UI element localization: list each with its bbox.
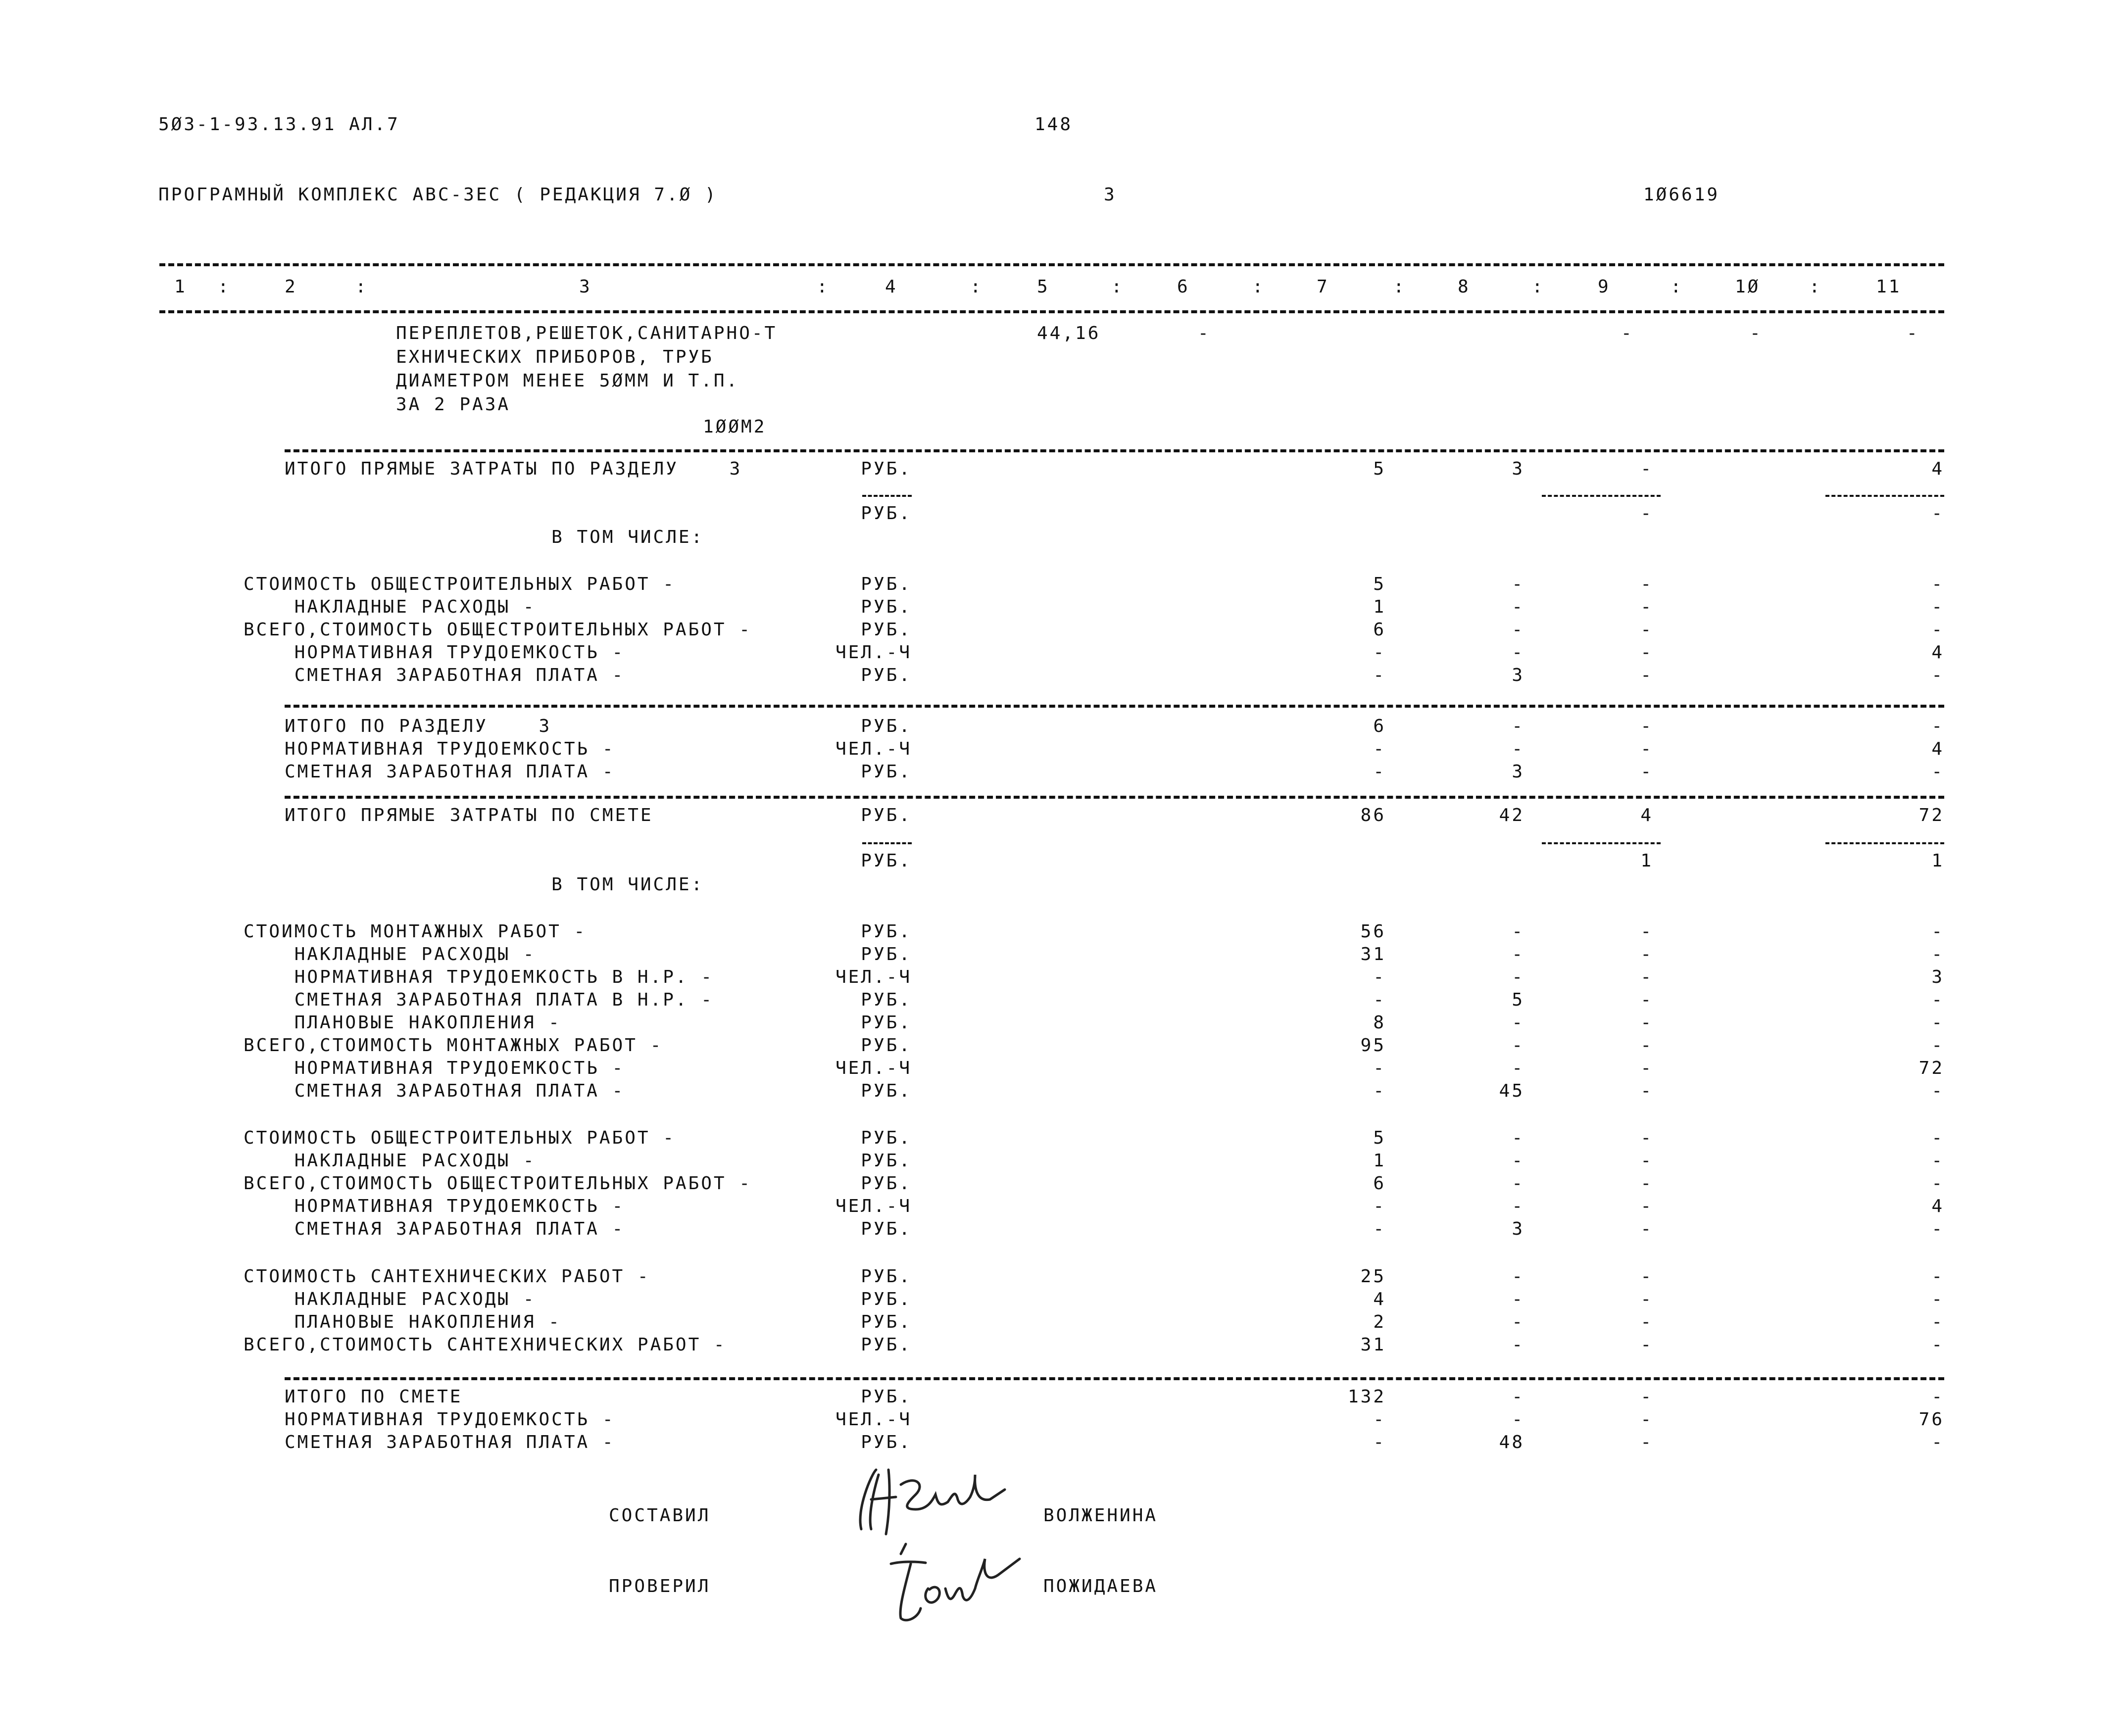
row-col9: 1	[1640, 851, 1653, 871]
col-separator: :	[1671, 277, 1683, 297]
row-label: ВСЕГО,СТОИМОСТЬ МОНТАЖНЫХ РАБОТ -	[244, 1035, 663, 1056]
row-col8: -	[1512, 1266, 1524, 1287]
row-col8: 48	[1499, 1432, 1524, 1452]
row-label: НАКЛАДНЫЕ РАСХОДЫ -	[244, 1151, 536, 1171]
row-label: СМЕТНАЯ ЗАРАБОТНАЯ ПЛАТА -	[244, 1219, 625, 1239]
row-col9: -	[1640, 1219, 1653, 1239]
col-header-6: 6	[1177, 277, 1190, 297]
col-separator: :	[218, 277, 231, 297]
row-col7: 6	[1373, 620, 1386, 640]
row-unit: РУБ.	[861, 1128, 912, 1148]
row-col8: 3	[1512, 459, 1524, 479]
row-col8: -	[1512, 1335, 1524, 1355]
compiled-by-name: ВОЛЖЕНИНА	[1043, 1505, 1158, 1526]
col-header-9: 9	[1598, 277, 1611, 297]
row-col11: 3	[1931, 967, 1944, 987]
col9-underline	[1542, 495, 1661, 497]
row-col11: -	[1931, 990, 1944, 1010]
row-unit: РУБ.	[861, 1432, 912, 1452]
row-col11: -	[1931, 1173, 1944, 1194]
row-col7: 1	[1373, 1151, 1386, 1171]
unit-underline	[862, 495, 912, 497]
row-label: СМЕТНАЯ ЗАРАБОТНАЯ ПЛАТА -	[244, 665, 625, 685]
row-unit: РУБ.	[861, 762, 912, 782]
item-description-line: ПЕРЕПЛЕТОВ,РЕШЕТОК,САНИТАРНО-Т	[396, 323, 778, 343]
row-col7: 31	[1360, 944, 1386, 964]
row-label: СТОИМОСТЬ ОБЩЕСТРОИТЕЛЬНЫХ РАБОТ -	[244, 574, 676, 594]
row-col7: -	[1373, 1409, 1386, 1430]
row-label: СМЕТНАЯ ЗАРАБОТНАЯ ПЛАТА -	[244, 1081, 625, 1101]
row-label: НОРМАТИВНАЯ ТРУДОЕМКОСТЬ -	[285, 739, 615, 759]
row-col11: -	[1931, 762, 1944, 782]
col-separator: :	[1252, 277, 1265, 297]
row-col11: -	[1931, 1335, 1944, 1355]
row-col11: -	[1931, 944, 1944, 964]
row-unit: РУБ.	[861, 1335, 912, 1355]
row-label: НАКЛАДНЫЕ РАСХОДЫ -	[244, 944, 536, 964]
row-col8: -	[1512, 597, 1524, 617]
row-col9: -	[1640, 1196, 1653, 1216]
row-unit: ЧЕЛ.-Ч	[835, 642, 912, 663]
unit-underline	[862, 842, 912, 844]
row-label: СМЕТНАЯ ЗАРАБОТНАЯ ПЛАТА -	[285, 762, 615, 782]
row-col9: -	[1640, 1289, 1653, 1309]
row-col8: 3	[1512, 665, 1524, 685]
row-col9: -	[1640, 944, 1653, 964]
row-col8: -	[1512, 1312, 1524, 1332]
col11-underline	[1825, 495, 1944, 497]
row-col7: -	[1373, 1058, 1386, 1078]
col-header-11: 11	[1876, 277, 1902, 297]
row-col7: 31	[1360, 1335, 1386, 1355]
row-col8: -	[1512, 1035, 1524, 1056]
row-col8: -	[1512, 967, 1524, 987]
row-col7: -	[1373, 1081, 1386, 1101]
row-unit: РУБ.	[861, 1219, 912, 1239]
row-unit: РУБ.	[861, 1312, 912, 1332]
col-header-1: 1	[174, 277, 187, 297]
row-label: НОРМАТИВНАЯ ТРУДОЕМКОСТЬ -	[244, 1196, 625, 1216]
item-col9-value: -	[1621, 323, 1634, 343]
row-col7: -	[1373, 642, 1386, 663]
row-col8: 3	[1512, 1219, 1524, 1239]
row-unit: ЧЕЛ.-Ч	[835, 1196, 912, 1216]
row-unit: РУБ.	[861, 851, 912, 871]
document-code: 5Ø3-1-93.13.91 АЛ.7	[158, 114, 400, 135]
row-label: ПЛАНОВЫЕ НАКОПЛЕНИЯ -	[244, 1312, 561, 1332]
col-separator: :	[355, 277, 368, 297]
row-col8: 45	[1499, 1081, 1524, 1101]
row-col7: 8	[1373, 1013, 1386, 1033]
row-col11: -	[1931, 1081, 1944, 1101]
row-col8: -	[1512, 921, 1524, 942]
row-unit: РУБ.	[861, 921, 912, 942]
row-unit: ЧЕЛ.-Ч	[835, 1409, 912, 1430]
row-col11: -	[1931, 1219, 1944, 1239]
row-col9: -	[1640, 1173, 1653, 1194]
row-col11: -	[1931, 1013, 1944, 1033]
row-col9: -	[1640, 921, 1653, 942]
item-description-line: ЕХНИЧЕСКИХ ПРИБОРОВ, ТРУБ	[396, 347, 714, 367]
row-unit: РУБ.	[861, 1151, 912, 1171]
row-unit: ЧЕЛ.-Ч	[835, 967, 912, 987]
col-header-10: 1Ø	[1735, 277, 1761, 297]
row-col7: -	[1373, 762, 1386, 782]
section-rule	[285, 705, 1944, 708]
item-description-line: ЗА 2 РАЗА	[396, 394, 511, 415]
row-col11: -	[1931, 620, 1944, 640]
col-header-8: 8	[1458, 277, 1471, 297]
row-col7: -	[1373, 1196, 1386, 1216]
row-label: СМЕТНАЯ ЗАРАБОТНАЯ ПЛАТА -	[285, 1432, 615, 1452]
row-col9: -	[1640, 1013, 1653, 1033]
col-header-7: 7	[1317, 277, 1329, 297]
row-col7: 132	[1347, 1387, 1386, 1407]
estimate-code: 1Ø6619	[1643, 185, 1720, 205]
col9-underline	[1542, 842, 1661, 844]
header-top-rule	[159, 263, 1944, 266]
row-col8: -	[1512, 1128, 1524, 1148]
row-unit: РУБ.	[861, 574, 912, 594]
row-col9: -	[1640, 1312, 1653, 1332]
row-col8: -	[1512, 716, 1524, 736]
row-col11: 4	[1931, 739, 1944, 759]
row-label: СМЕТНАЯ ЗАРАБОТНАЯ ПЛАТА В Н.Р. -	[244, 990, 714, 1010]
row-col8: -	[1512, 1173, 1524, 1194]
row-col9: -	[1640, 1035, 1653, 1056]
row-col7: 5	[1373, 459, 1386, 479]
row-col9: -	[1640, 1128, 1653, 1148]
row-col9: -	[1640, 1151, 1653, 1171]
row-col7: -	[1373, 739, 1386, 759]
row-col9: -	[1640, 716, 1653, 736]
row-unit: РУБ.	[861, 1081, 912, 1101]
row-col7: 6	[1373, 716, 1386, 736]
row-col11: 4	[1931, 459, 1944, 479]
col-header-2: 2	[285, 277, 297, 297]
row-col9: -	[1640, 1432, 1653, 1452]
row-col7: 95	[1360, 1035, 1386, 1056]
row-col7: 25	[1360, 1266, 1386, 1287]
row-unit: РУБ.	[861, 944, 912, 964]
row-label: НАКЛАДНЫЕ РАСХОДЫ -	[244, 1289, 536, 1309]
row-col11: -	[1931, 597, 1944, 617]
item-description-line: ДИАМЕТРОМ МЕНЕЕ 5ØММ И Т.П.	[396, 371, 739, 391]
row-col8: -	[1512, 1387, 1524, 1407]
row-col7: -	[1373, 967, 1386, 987]
row-col8: -	[1512, 944, 1524, 964]
row-col7: 4	[1373, 1289, 1386, 1309]
row-col11: 4	[1931, 642, 1944, 663]
row-col9: -	[1640, 739, 1653, 759]
signature-checker	[871, 1534, 1034, 1628]
row-col11: -	[1931, 1432, 1944, 1452]
col11-underline	[1825, 842, 1944, 844]
row-col7: 5	[1373, 1128, 1386, 1148]
item-col5-value: 44,16	[1037, 323, 1101, 343]
item-col10-value: -	[1750, 323, 1763, 343]
row-col11: 72	[1918, 805, 1944, 825]
col-separator: :	[970, 277, 983, 297]
row-col11: -	[1931, 1312, 1944, 1332]
row-unit: РУБ.	[861, 620, 912, 640]
row-col8: -	[1512, 739, 1524, 759]
row-col7: 2	[1373, 1312, 1386, 1332]
checked-by-label: ПРОВЕРИЛ	[609, 1576, 711, 1596]
row-label: СТОИМОСТЬ ОБЩЕСТРОИТЕЛЬНЫХ РАБОТ -	[244, 1128, 676, 1148]
row-col11: -	[1931, 716, 1944, 736]
row-col11: -	[1931, 574, 1944, 594]
checked-by-name: ПОЖИДАЕВА	[1043, 1576, 1158, 1596]
row-col8: 5	[1512, 990, 1524, 1010]
row-col7: 6	[1373, 1173, 1386, 1194]
row-col9: -	[1640, 967, 1653, 987]
row-label: В ТОМ ЧИСЛЕ:	[285, 874, 704, 895]
row-label: СТОИМОСТЬ САНТЕХНИЧЕСКИХ РАБОТ -	[244, 1266, 650, 1287]
row-label: ИТОГО ПО СМЕТЕ	[285, 1387, 463, 1407]
row-unit: РУБ.	[861, 597, 912, 617]
row-label: НОРМАТИВНАЯ ТРУДОЕМКОСТЬ -	[244, 642, 625, 663]
section-rule	[285, 1377, 1944, 1380]
col-separator: :	[1532, 277, 1545, 297]
row-col9: -	[1640, 620, 1653, 640]
row-col9: -	[1640, 1409, 1653, 1430]
row-col9: -	[1640, 665, 1653, 685]
compiled-by-label: СОСТАВИЛ	[609, 1505, 711, 1526]
row-col11: -	[1931, 1035, 1944, 1056]
row-unit: РУБ.	[861, 1266, 912, 1287]
row-label: СТОИМОСТЬ МОНТАЖНЫХ РАБОТ -	[244, 921, 587, 942]
row-col9: -	[1640, 597, 1653, 617]
row-col11: -	[1931, 665, 1944, 685]
item-col6-value: -	[1198, 323, 1211, 343]
col-header-3: 3	[579, 277, 592, 297]
row-col11: -	[1931, 921, 1944, 942]
row-col11: -	[1931, 1151, 1944, 1171]
row-col8: -	[1512, 1409, 1524, 1430]
item-unit: 1ØØМ2	[703, 417, 767, 437]
row-col11: -	[1931, 503, 1944, 524]
row-col11: -	[1931, 1266, 1944, 1287]
page-number: 148	[1034, 114, 1073, 135]
row-unit: РУБ.	[861, 805, 912, 825]
row-col11: -	[1931, 1128, 1944, 1148]
row-unit: РУБ.	[861, 716, 912, 736]
row-col11: 76	[1918, 1409, 1944, 1430]
row-col9: -	[1640, 762, 1653, 782]
row-col9: -	[1640, 990, 1653, 1010]
row-unit: РУБ.	[861, 665, 912, 685]
row-unit: ЧЕЛ.-Ч	[835, 739, 912, 759]
row-label: НОРМАТИВНАЯ ТРУДОЕМКОСТЬ -	[285, 1409, 615, 1430]
row-label: ИТОГО ПО РАЗДЕЛУ 3	[285, 716, 552, 736]
row-col9: -	[1640, 459, 1653, 479]
row-col7: -	[1373, 1219, 1386, 1239]
row-col9: -	[1640, 1387, 1653, 1407]
row-label: ИТОГО ПРЯМЫЕ ЗАТРАТЫ ПО РАЗДЕЛУ 3	[285, 459, 742, 479]
section-rule	[285, 796, 1944, 799]
row-col8: -	[1512, 620, 1524, 640]
row-col9: -	[1640, 1081, 1653, 1101]
row-col9: -	[1640, 574, 1653, 594]
row-col8: 3	[1512, 762, 1524, 782]
col-separator: :	[817, 277, 830, 297]
row-col7: 5	[1373, 574, 1386, 594]
signature-compiler	[841, 1455, 1020, 1544]
program-title: ПРОГРАМНЫЙ КОМПЛЕКС АВС-3ЕС ( РЕДАКЦИЯ 7.Ø )	[158, 185, 718, 205]
col-separator: :	[1393, 277, 1406, 297]
row-col9: -	[1640, 503, 1653, 524]
col-separator: :	[1111, 277, 1124, 297]
row-col8: -	[1512, 1151, 1524, 1171]
row-label: ВСЕГО,СТОИМОСТЬ ОБЩЕСТРОИТЕЛЬНЫХ РАБОТ -	[244, 620, 752, 640]
row-unit: РУБ.	[861, 990, 912, 1010]
col-header-5: 5	[1037, 277, 1050, 297]
row-unit: РУБ.	[861, 459, 912, 479]
row-col9: -	[1640, 1058, 1653, 1078]
row-col11: 4	[1931, 1196, 1944, 1216]
row-col9: -	[1640, 642, 1653, 663]
row-label: НАКЛАДНЫЕ РАСХОДЫ -	[244, 597, 536, 617]
row-col7: 1	[1373, 597, 1386, 617]
row-unit: РУБ.	[861, 1387, 912, 1407]
row-col7: -	[1373, 665, 1386, 685]
col-header-4: 4	[885, 277, 898, 297]
row-col7: -	[1373, 990, 1386, 1010]
row-unit: РУБ.	[861, 1013, 912, 1033]
row-col8: -	[1512, 1289, 1524, 1309]
section-rule	[285, 449, 1944, 452]
item-col11-value: -	[1907, 323, 1919, 343]
row-unit: РУБ.	[861, 1173, 912, 1194]
row-col8: -	[1512, 1196, 1524, 1216]
row-col11: 72	[1918, 1058, 1944, 1078]
row-col7: 86	[1360, 805, 1386, 825]
row-col8: -	[1512, 1013, 1524, 1033]
col-separator: :	[1809, 277, 1822, 297]
row-label: НОРМАТИВНАЯ ТРУДОЕМКОСТЬ -	[244, 1058, 625, 1078]
row-col9: -	[1640, 1266, 1653, 1287]
row-label: В ТОМ ЧИСЛЕ:	[285, 527, 704, 547]
row-col11: -	[1931, 1289, 1944, 1309]
row-col7: 56	[1360, 921, 1386, 942]
row-col11: -	[1931, 1387, 1944, 1407]
row-col8: -	[1512, 642, 1524, 663]
row-col8: -	[1512, 1058, 1524, 1078]
row-label: НОРМАТИВНАЯ ТРУДОЕМКОСТЬ В Н.Р. -	[244, 967, 714, 987]
row-col9: -	[1640, 1335, 1653, 1355]
section-number: 3	[1104, 185, 1117, 205]
row-label: ПЛАНОВЫЕ НАКОПЛЕНИЯ -	[244, 1013, 561, 1033]
row-label: ВСЕГО,СТОИМОСТЬ ОБЩЕСТРОИТЕЛЬНЫХ РАБОТ -	[244, 1173, 752, 1194]
row-unit: РУБ.	[861, 1035, 912, 1056]
row-label: ИТОГО ПРЯМЫЕ ЗАТРАТЫ ПО СМЕТЕ	[285, 805, 653, 825]
row-unit: РУБ.	[861, 1289, 912, 1309]
row-col8: 42	[1499, 805, 1524, 825]
row-label: ВСЕГО,СТОИМОСТЬ САНТЕХНИЧЕСКИХ РАБОТ -	[244, 1335, 727, 1355]
row-col8: -	[1512, 574, 1524, 594]
row-unit: РУБ.	[861, 503, 912, 524]
row-col7: -	[1373, 1432, 1386, 1452]
header-bottom-rule	[159, 310, 1944, 313]
row-unit: ЧЕЛ.-Ч	[835, 1058, 912, 1078]
row-col9: 4	[1640, 805, 1653, 825]
row-col11: 1	[1931, 851, 1944, 871]
